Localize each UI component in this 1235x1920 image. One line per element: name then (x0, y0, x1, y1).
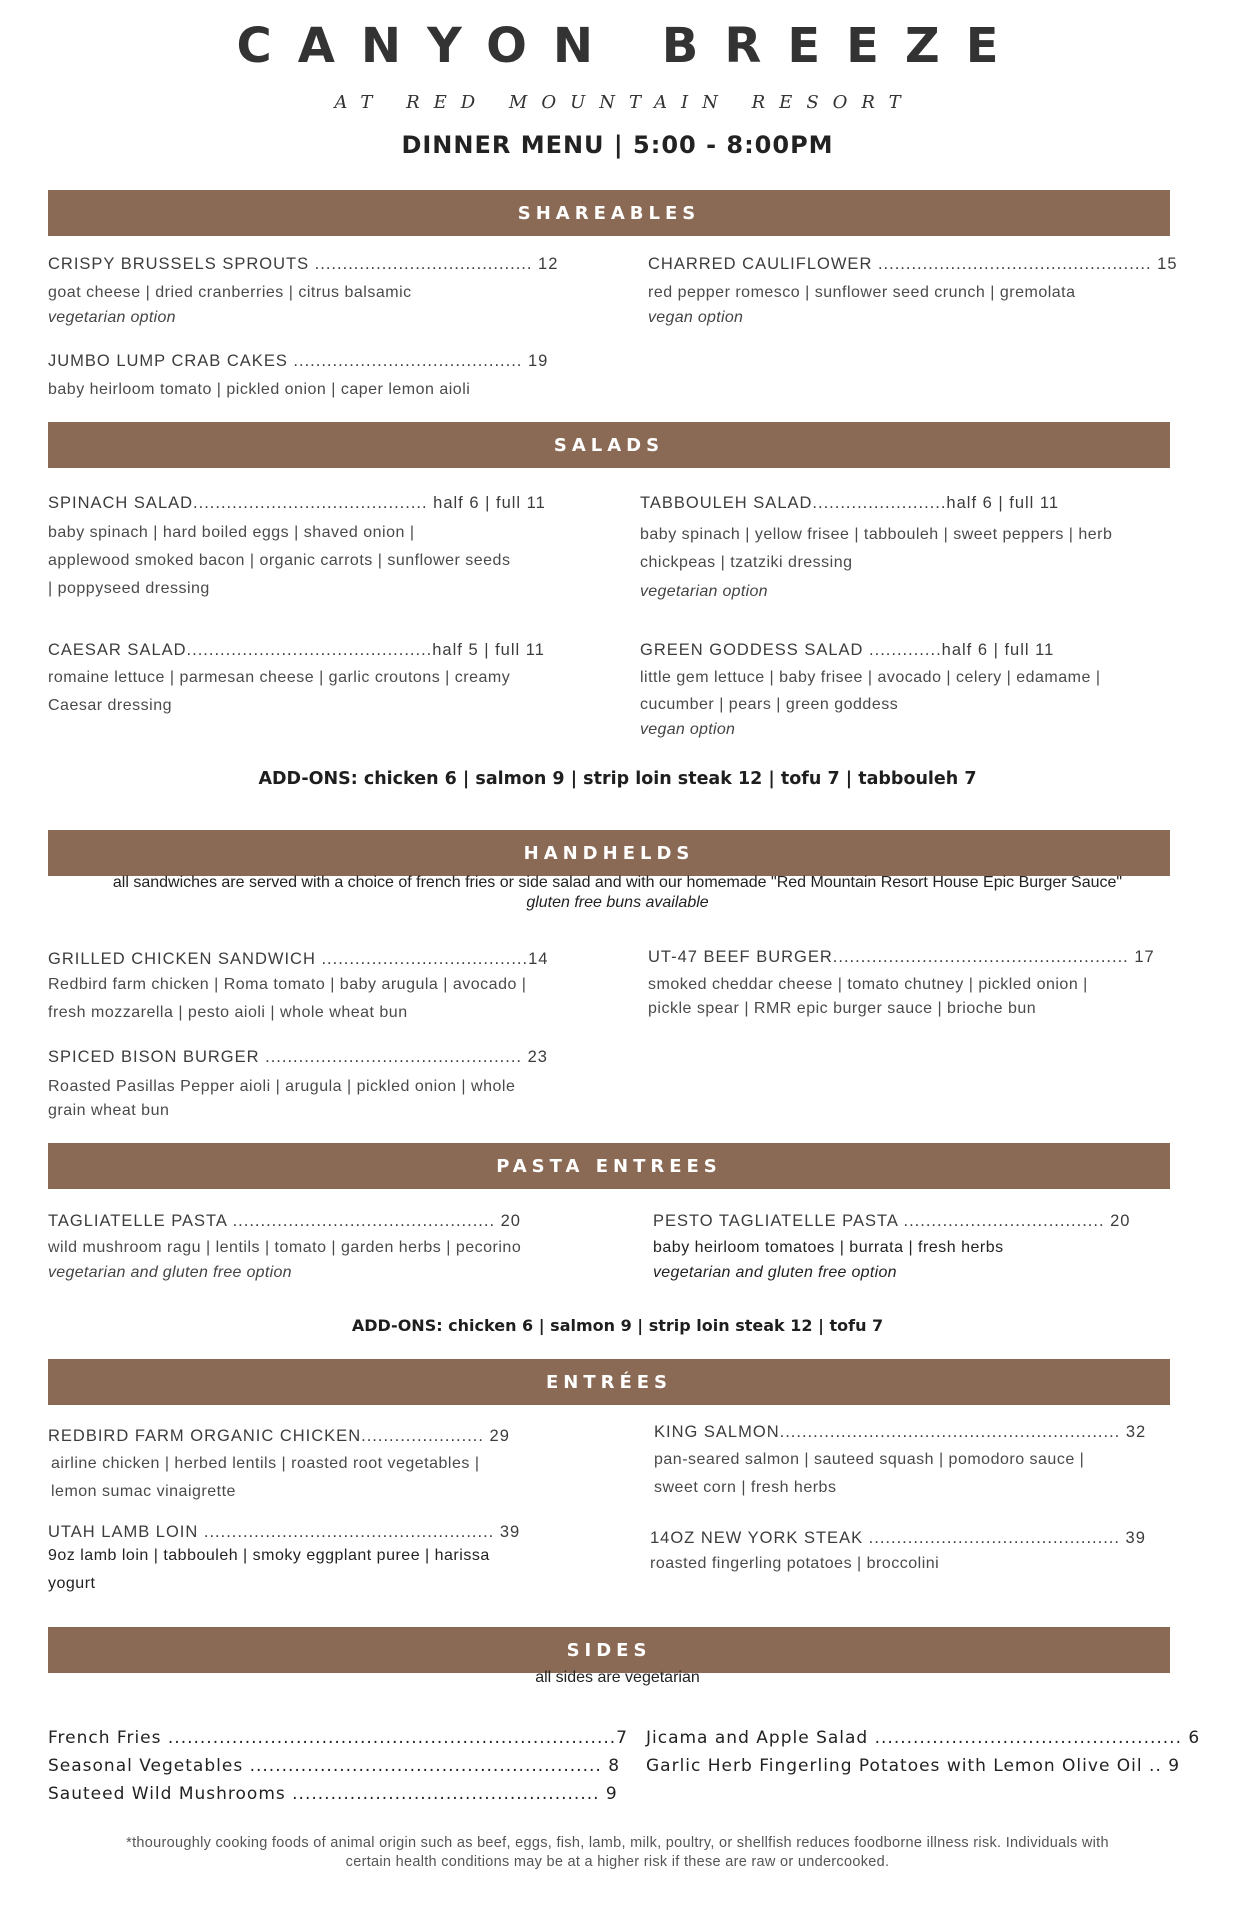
menu-item-beef-burger (648, 947, 1155, 1021)
item-name: GREEN GODDESS SALAD .............half 6 | full 11 (640, 641, 1055, 659)
item-dietary-note: vegan option (648, 309, 744, 326)
menu-item-grilled-chicken-sandwich (48, 949, 548, 1027)
side-fingerling-potatoes: Garlic Herb Fingerling Potatoes with Lemon Olive Oil .. 9 (646, 1756, 1181, 1776)
side-seasonal-vegetables: Seasonal Vegetables ....................................................... 8 (48, 1756, 621, 1776)
menu-item-tagliatelle-pasta (48, 1211, 521, 1286)
menu-title: DINNER MENU | 5:00 - 8:00PM (401, 131, 834, 159)
sides-note: all sides are vegetarian (535, 1669, 700, 1686)
menu-item-caesar-salad (48, 640, 545, 720)
item-name: JUMBO LUMP CRAB CAKES ......................................... 19 (48, 352, 549, 370)
item-description: red pepper romesco | sunflower seed crunch | gremolata (648, 284, 1076, 301)
side-wild-mushrooms: Sauteed Wild Mushrooms ................................................ 9 (48, 1784, 618, 1804)
menu-item-spinach-salad (48, 493, 546, 603)
item-name: 14OZ NEW YORK STEAK ............................................. 39 (650, 1529, 1146, 1547)
menu-item-cauliflower (648, 254, 1178, 331)
item-description: baby heirloom tomatoes | burrata | fresh herbs (653, 1239, 1004, 1256)
disclaimer-line: certain health conditions may be at a higher risk if these are raw or undercooked. (345, 1854, 890, 1870)
item-description: Roasted Pasillas Pepper aioli | arugula | pickled onion | whole (48, 1078, 516, 1095)
item-description: pan-seared salmon | sauteed squash | pomodoro sauce | (654, 1451, 1085, 1468)
item-description: Redbird farm chicken | Roma tomato | baby arugula | avocado | (48, 976, 527, 993)
item-dietary-note: vegan option (640, 721, 736, 738)
section-header-pasta-entrees: PASTA ENTREES (48, 1143, 1170, 1189)
menu-item-brussels-sprouts (48, 254, 558, 331)
item-description: | poppyseed dressing (48, 580, 210, 597)
menu-item-crab-cakes (48, 351, 548, 404)
item-dietary-note: vegetarian and gluten free option (48, 1264, 292, 1281)
item-dietary-note: vegetarian and gluten free option (653, 1264, 897, 1281)
item-name: UTAH LAMB LOIN .................................................... 39 (48, 1523, 521, 1541)
menu-item-new-york-steak (650, 1528, 1146, 1578)
item-name: CAESAR SALAD............................................half 5 | full 11 (48, 641, 545, 659)
salad-add-ons: ADD-ONS: chicken 6 | salmon 9 | strip loin steak 12 | tofu 7 | tabbouleh 7 (258, 769, 977, 789)
menu-item-pesto-tagliatelle-pasta (653, 1211, 1130, 1286)
item-description: romaine lettuce | parmesan cheese | garlic croutons | creamy (48, 669, 511, 686)
item-description: roasted fingerling potatoes | broccolini (650, 1555, 940, 1572)
menu-item-king-salmon (654, 1422, 1146, 1502)
item-description: fresh mozzarella | pesto aioli | whole wheat bun (48, 1004, 408, 1021)
menu-item-bison-burger (48, 1047, 548, 1123)
food-safety-disclaimer (80, 1834, 1155, 1872)
item-description: little gem lettuce | baby frisee | avocado | celery | edamame | (640, 669, 1101, 686)
item-description: Caesar dressing (48, 697, 172, 714)
side-jicama-apple-salad: Jicama and Apple Salad ................................................ 6 (646, 1728, 1201, 1748)
item-description: baby heirloom tomato | pickled onion | caper lemon aioli (48, 381, 471, 398)
section-header-salads: SALADS (48, 422, 1170, 468)
item-name: CHARRED CAULIFLOWER ................................................. 15 (648, 255, 1178, 273)
item-description: smoked cheddar cheese | tomato chutney | pickled onion | (648, 976, 1088, 993)
item-description: yogurt (48, 1575, 96, 1592)
item-name: KING SALMON............................................................. 32 (654, 1423, 1147, 1441)
item-description: pickle spear | RMR epic burger sauce | brioche bun (648, 1000, 1037, 1017)
disclaimer-line: *thouroughly cooking foods of animal origin such as beef, eggs, fish, lamb, milk, poultry, or shellfish reduces foodborne illness risk. Individuals with (126, 1835, 1109, 1851)
item-description: wild mushroom ragu | lentils | tomato | garden herbs | pecorino (48, 1239, 522, 1256)
side-french-fries: French Fries ......................................................................7 (48, 1728, 628, 1748)
restaurant-name: CANYON BREEZE (236, 18, 1025, 74)
item-name: TAGLIATELLE PASTA ............................................... 20 (48, 1212, 521, 1230)
restaurant-tagline: AT RED MOUNTAIN RESORT (334, 92, 915, 113)
item-dietary-note: vegetarian option (640, 583, 768, 600)
handhelds-note (0, 873, 1235, 913)
item-description: grain wheat bun (48, 1102, 170, 1119)
item-description: lemon sumac vinaigrette (51, 1483, 236, 1500)
item-description: baby spinach | yellow frisee | tabbouleh | sweet peppers | herb (640, 526, 1113, 543)
menu-item-tabbouleh-salad (640, 493, 1112, 605)
section-header-handhelds: HANDHELDS (48, 830, 1170, 876)
section-header-entrees: ENTRÉES (48, 1359, 1170, 1405)
menu-item-organic-chicken (48, 1426, 510, 1506)
handhelds-serving-note: all sandwiches are served with a choice of french fries or side salad and with our homemade "Red Mountain Resort House Epic Burger Sauce" (112, 874, 1123, 891)
item-name: TABBOULEH SALAD........................half 6 | full 11 (640, 494, 1060, 512)
menu-item-green-goddess-salad (640, 640, 1100, 743)
section-header-shareables: SHAREABLES (48, 190, 1170, 236)
item-name: PESTO TAGLIATELLE PASTA .................................... 20 (653, 1212, 1131, 1230)
item-description: sweet corn | fresh herbs (654, 1479, 837, 1496)
item-dietary-note: vegetarian option (48, 309, 176, 326)
item-name: REDBIRD FARM ORGANIC CHICKEN...................... 29 (48, 1427, 510, 1445)
gluten-free-note: gluten free buns available (526, 894, 709, 911)
item-description: goat cheese | dried cranberries | citrus balsamic (48, 284, 412, 301)
menu-item-lamb-loin (48, 1522, 520, 1598)
item-description: airline chicken | herbed lentils | roasted root vegetables | (51, 1455, 480, 1472)
item-name: SPICED BISON BURGER .............................................. 23 (48, 1048, 548, 1066)
section-header-sides: SIDES (48, 1627, 1170, 1673)
item-description: applewood smoked bacon | organic carrots | sunflower seeds (48, 552, 511, 569)
item-name: SPINACH SALAD.......................................... half 6 | full 11 (48, 494, 546, 512)
item-name: CRISPY BRUSSELS SPROUTS ....................................... 12 (48, 255, 559, 273)
item-name: UT-47 BEEF BURGER..................................................... 17 (648, 948, 1155, 966)
item-description: 9oz lamb loin | tabbouleh | smoky eggplant puree | harissa (48, 1547, 490, 1564)
item-description: chickpeas | tzatziki dressing (640, 554, 853, 571)
item-name: GRILLED CHICKEN SANDWICH .....................................14 (48, 950, 549, 968)
item-description: baby spinach | hard boiled eggs | shaved onion | (48, 524, 415, 541)
item-description: cucumber | pears | green goddess (640, 696, 899, 713)
pasta-add-ons: ADD-ONS: chicken 6 | salmon 9 | strip loin steak 12 | tofu 7 (351, 1316, 884, 1335)
